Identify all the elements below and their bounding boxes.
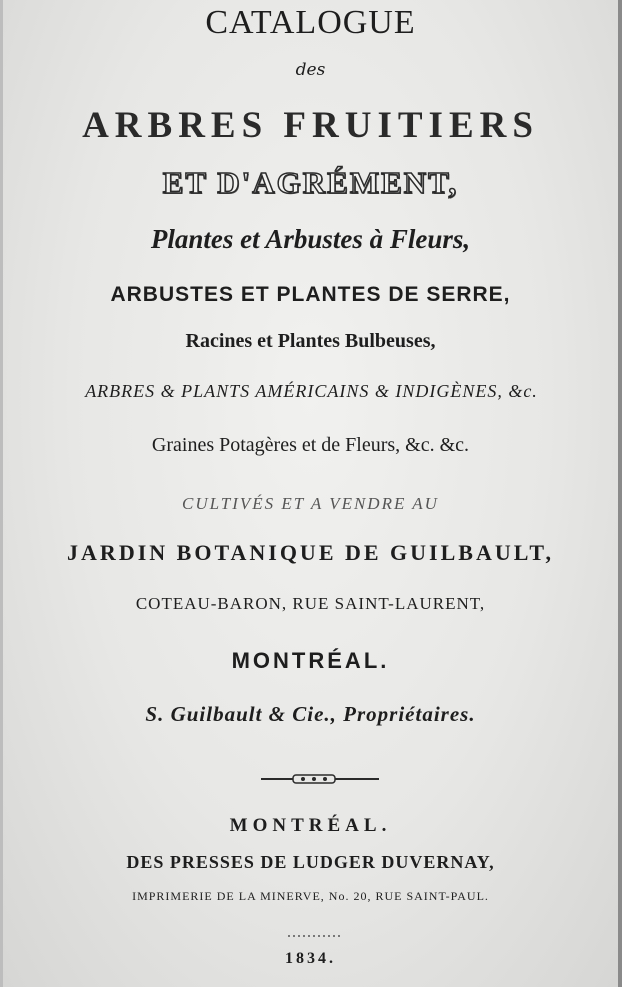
presses-line: DES PRESSES DE LUDGER DUVERNAY, [126, 852, 495, 872]
montreal-line: MONTRÉAL. [231, 648, 390, 673]
des-word: des [295, 60, 326, 80]
cultives-line: CULTIVÉS ET A VENDRE AU [182, 494, 439, 513]
imprint-city: MONTRÉAL. [229, 815, 392, 836]
ornamental-rule [3, 772, 618, 786]
jardin-botanique-line: JARDIN BOTANIQUE DE GUILBAULT, [67, 540, 554, 565]
agrement-heading: ET D'AGRÉMENT, [162, 165, 459, 200]
arbres-fruitiers-heading: ARBRES FRUITIERS [82, 105, 539, 146]
racines-line: Racines et Plantes Bulbeuses, [185, 330, 436, 352]
arbres-americains-line: ARBRES & PLANTS AMÉRICAINS & INDIGÈNES, &c. [85, 381, 538, 401]
dotted-rule [3, 926, 618, 932]
proprietaires-line: S. Guilbault & Cie., Propriétaires. [145, 702, 476, 726]
graines-line: Graines Potagères et de Fleurs, &c. &c. [151, 434, 470, 456]
imprimerie-line: IMPRIMERIE DE LA MINERVE, No. 20, RUE SAINT-PAUL. [132, 889, 489, 903]
plantes-arbustes-line: Plantes et Arbustes à Fleurs, [150, 224, 471, 254]
coteau-baron-line: COTEAU-BARON, RUE SAINT-LAURENT, [135, 594, 486, 613]
publication-year: 1834. [285, 950, 336, 967]
arbustes-serre-line: ARBUSTES ET PLANTES DE SERRE, [110, 283, 511, 306]
catalogue-heading: CATALOGUE [205, 4, 416, 41]
